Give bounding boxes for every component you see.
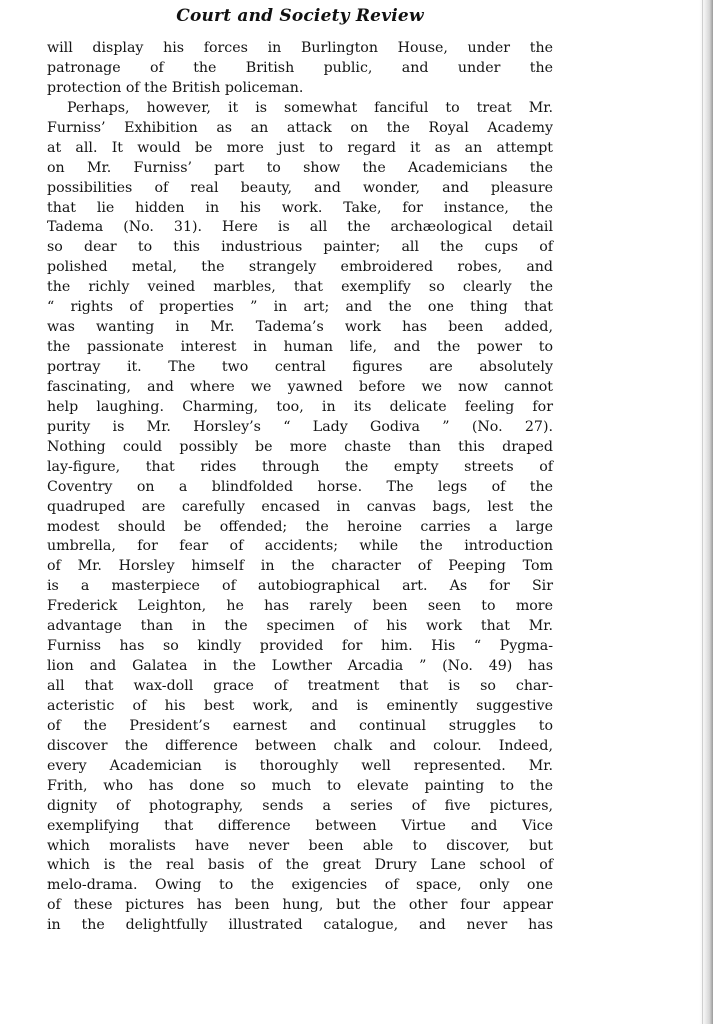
text-line: will display his forces in Burlington House, under the: [47, 40, 553, 56]
text-line: which moralists have never been able to discover, but: [47, 837, 553, 854]
text-line: is a masterpiece of autobiographical art. As for Sir: [47, 578, 553, 595]
text-line: of Mr. Horsley himself in the character of Peeping Tom: [47, 558, 553, 575]
text-line: dignity of photography, sends a series of five pictures,: [47, 797, 553, 814]
text-line: the richly veined marbles, that exemplify so clearly the: [47, 279, 553, 296]
text-line: umbrella, for fear of accidents; while the introduction: [47, 538, 553, 555]
text-line: acteristic of his best work, and is eminently suggestive: [47, 697, 553, 714]
text-line: of these pictures has been hung, but the other four appear: [47, 897, 553, 914]
text-line: in the delightfully illustrated catalogue, and never has: [47, 917, 553, 934]
text-line: “ rights of properties ” in art; and the one thing that: [47, 299, 553, 316]
text-line: quadruped are carefully encased in canvas bags, lest the: [47, 498, 553, 515]
text-line: on Mr. Furniss’ part to show the Academicians the: [47, 159, 553, 176]
text-line: patronage of the British public, and under the: [47, 59, 553, 76]
text-line: fascinating, and where we yawned before we now cannot: [47, 378, 553, 395]
text-line: Nothing could possibly be more chaste than this draped: [47, 438, 553, 455]
running-header: Court and Society Review: [176, 6, 424, 26]
text-line: was wanting in Mr. Tadema’s work has been added,: [47, 319, 553, 336]
text-line: of the President’s earnest and continual struggles to: [47, 717, 553, 734]
text-line: Coventry on a blindfolded horse. The legs of the: [47, 478, 553, 495]
text-line: so dear to this industrious painter; all the cups of: [47, 239, 553, 256]
text-line: which is the real basis of the great Drury Lane school of: [47, 857, 553, 874]
text-line: possibilities of real beauty, and wonder, and pleasure: [47, 179, 553, 196]
text-line: help laughing. Charming, too, in its delicate feeling for: [47, 398, 553, 415]
text-line: the passionate interest in human life, and the power to: [47, 339, 553, 356]
body-text: [47, 39, 553, 936]
text-line: lion and Galatea in the Lowther Arcadia ” (No. 49) has: [47, 658, 553, 675]
text-line: discover the difference between chalk and colour. Indeed,: [47, 737, 553, 754]
page-edge-line: [702, 0, 703, 1024]
text-line: Frederick Leighton, he has rarely been seen to more: [47, 598, 553, 615]
text-line: polished metal, the strangely embroidered robes, and: [47, 259, 553, 276]
text-line: Frith, who has done so much to elevate painting to the: [47, 777, 553, 794]
text-line: at all. It would be more just to regard it as an attempt: [47, 139, 553, 156]
text-line: advantage than in the specimen of his work that Mr.: [47, 618, 553, 635]
text-line: Furniss has so kindly provided for him. His “ Pygma-: [47, 638, 553, 655]
text-line: Perhaps, however, it is somewhat fanciful to treat Mr.: [67, 99, 553, 116]
text-line: melo-drama. Owing to the exigencies of space, only one: [47, 877, 553, 894]
text-line: portray it. The two central figures are absolutely: [47, 359, 553, 375]
text-line: all that wax-doll grace of treatment that is so char-: [47, 678, 553, 694]
text-line: Tadema (No. 31). Here is all the archæological detail: [47, 219, 553, 236]
text-line: exemplifying that difference between Virtue and Vice: [47, 817, 553, 834]
text-line: modest should be offended; the heroine carries a large: [47, 518, 553, 535]
text-line: Furniss’ Exhibition as an attack on the Royal Academy: [47, 119, 553, 136]
text-line: lay-figure, that rides through the empty streets of: [47, 458, 553, 475]
text-line: that lie hidden in his work. Take, for instance, the: [47, 199, 553, 216]
text-line: every Academician is thoroughly well represented. Mr.: [47, 757, 553, 774]
text-line: protection of the British policeman.: [47, 79, 304, 96]
text-line: purity is Mr. Horsley’s “ Lady Godiva ” (No. 27).: [47, 418, 553, 435]
